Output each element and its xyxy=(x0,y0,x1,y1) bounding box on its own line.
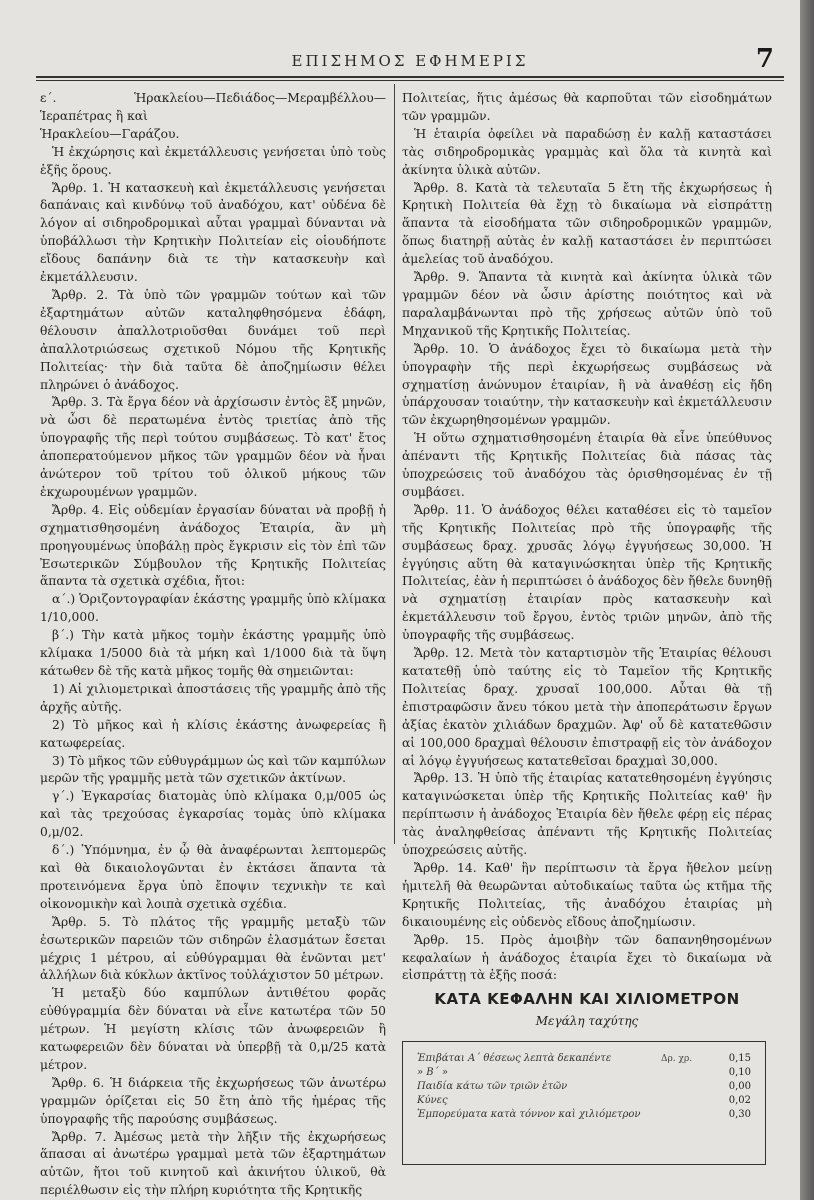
paragraph: ε΄. Ἡρακλείου—Πεδιάδος—Μεραμβέλλου— Ἱεραπέτρας ἢ καὶ xyxy=(40,91,386,123)
right-column xyxy=(402,90,772,1165)
paragraph: Ἄρθρ. 8. Κατὰ τὰ τελευταῖα 5 ἔτη τῆς ἐκχωρήσεως ἡ Κρητικὴ Πολιτεία θὰ ἔχῃ τὸ δικαίωμα νὰ εἰσπράττῃ ἅπαντα τὰ εἰσοδήματα τῶν σιδηροδρομικῶν γραμμῶν, ὅπως διατηρῇ αὐτὰς ἐν καλῇ καταστάσει ἐν περιπτώσει ἀμελείας τοῦ ἀναδόχου. xyxy=(402,180,772,267)
paragraph: Ἡρακλείου—Γαράζου. xyxy=(40,126,180,141)
paragraph: Ἡ μεταξὺ δύο καμπύλων ἀντιθέτου φορᾶς εὐθύγραμμία δὲν δύναται νὰ εἶνε κατωτέρα τῶν 50 μέτρων. Ἡ μεγίστη κλίσις τῶν ἀνωφερειῶν ἢ κατωφερειῶν δὲν δύναται νὰ ὑπερβῇ τὰ 0,μ/25 κατὰ μέτρον. xyxy=(40,986,386,1072)
column-divider xyxy=(394,84,395,844)
paragraph: α΄.) Ὁριζοντογραφίαν ἑκάστης γραμμῆς ὑπὸ κλίμακα 1/10,000. xyxy=(40,592,386,625)
gazette-title: ΕΠΙΣΗΜΟΣ ΕΦΗΜΕΡΙΣ xyxy=(291,52,529,70)
page-spine xyxy=(800,0,814,1200)
fares-table xyxy=(402,1041,766,1165)
left-column xyxy=(40,90,386,1200)
paragraph: 3) Τὸ μῆκος τῶν εὐθυγράμμων ὡς καὶ τῶν καμπύλων μερῶν τῆς γραμμῆς μετὰ τῶν σχετικῶν ἀκτίνων. xyxy=(40,753,386,786)
fare-label: Κύνες xyxy=(417,1095,448,1107)
paragraph: 2) Τὸ μῆκος καὶ ἡ κλίσις ἑκάστης ἀνωφερείας ἢ κατωφερείας. xyxy=(40,717,386,750)
paragraph: Ἄρθρ. 7. Ἀμέσως μετὰ τὴν λῆξιν τῆς ἐκχωρήσεως ἅπασαι αἱ ἀνωτέρω γραμμαὶ μετὰ τῶν ἐξαρτημάτων αὐτῶν, ἤτοι τοῦ κινητοῦ καὶ ἀκινήτου ὑλικοῦ, θὰ περιέλθωσιν εἰς τὴν πλήρη κυριότητα τῆς Κρητικῆς xyxy=(40,1129,386,1198)
fare-value: 0,02 xyxy=(728,1095,751,1107)
paragraph: Ἡ ἑταιρία ὀφείλει νὰ παραδώσῃ ἐν καλῇ καταστάσει τὰς σιδηροδρομικὰς γραμμὰς καὶ ὅλα τὰ κινητὰ καὶ ἀκίνητα ὑλικὰ αὐτῶν. xyxy=(402,126,772,177)
fare-label: » Β΄ » xyxy=(417,1067,448,1079)
table-row xyxy=(417,1108,751,1122)
paragraph: 1) Αἱ χιλιομετρικαὶ ἀποστάσεις τῆς γραμμῆς ἀπὸ τῆς ἀρχῆς αὐτῆς. xyxy=(40,681,386,714)
paragraph: γ΄.) Ἐγκαρσίας διατομὰς ὑπὸ κλίμακα 0,μ/005 ὡς καὶ τὰς τρεχούσας ἐγκαρσίας τομὰς ὑπὸ κλίμακα 0,μ/02. xyxy=(40,789,386,840)
paragraph: Ἄρθρ. 13. Ἡ ὑπὸ τῆς ἑταιρίας κατατεθησομένη ἐγγύησις καταγινώσκεται ὑπὲρ τῆς Κρητικῆς Πολιτείας καθ' ἣν περίπτωσιν ἡ ἀνάδοχος Ἑταιρία δὲν ἤθελε φέρῃ εἰς πέρας τὰς ἀναληφθείσας ἀπέναντι τῆς Κρητικῆς Πολιτείας ὑποχρεώσεις αὐτῆς. xyxy=(402,771,772,858)
header-rule-thin xyxy=(36,80,784,81)
fare-value: 0,10 xyxy=(728,1067,751,1079)
fare-label: Παιδία κάτω τῶν τριῶν ἐτῶν xyxy=(417,1081,568,1093)
paragraph: Ἄρθρ. 3. Τὰ ἔργα δέον νὰ ἀρχίσωσιν ἐντὸς ἓξ μηνῶν, νὰ ὦσι δὲ περατωμένα ἐντὸς τριετίας ἀπὸ τῆς ὑπογραφῆς τῆς περὶ τούτου συμβάσεως. Τὸ κατ' ἔτος ἀποπερατούμενον μῆκος τῶν γραμμῶν δέον νὰ ἦναι ἀνώτερον τοῦ τρίτου τοῦ ὁλικοῦ μήκους τῶν ἐκχωρουμένων γραμμῶν. xyxy=(40,395,386,499)
paragraph: Ἡ ἐκχώρησις καὶ ἐκμετάλλευσις γενήσεται ὑπὸ τοὺς ἑξῆς ὅρους. xyxy=(40,144,386,177)
paragraph: Ἡ οὕτω σχηματισθησομένη ἑταιρία θὰ εἶνε ὑπεύθυνος ἀπέναντι τῆς Κρητικῆς Πολιτείας διὰ πάσας τὰς ὑποχρεώσεις τοῦ ἀναδόχου τὰς ὁρισθησομένας ἐν τῇ συμβάσει. xyxy=(402,431,772,499)
fares-subtitle: Μεγάλη ταχύτης xyxy=(535,1014,639,1029)
paragraph: Ἄρθρ. 2. Τὰ ὑπὸ τῶν γραμμῶν τούτων καὶ τῶν ἐξαρτημάτων αὐτῶν καταληφθησόμενα ἐδάφη, θέλουσιν ἀπαλλοτριοῦσθαι δυνάμει τοῦ περὶ ἀπαλλοτριώσεως σχετικοῦ Νόμου τῆς Κρητικῆς Πολιτείας· τὴν διὰ ταῦτα δὲ ἀποζημίωσιν θέλει πληρώνει ὁ ἀνάδοχος. xyxy=(40,287,386,392)
paragraph: δ΄.) Ὑπόμνημα, ἐν ᾧ θὰ ἀναφέρωνται λεπτομερῶς καὶ θὰ δικαιολογῶνται ἐν ἐκτάσει ἅπαντα τὰ προτεινόμενα ἔργα ὑπὸ ἔποψιν τεχνικὴν τε καὶ οἰκονομικὴν καὶ λοιπὰ σχετικὰ σχέδια. xyxy=(40,843,386,911)
page-number: 7 xyxy=(755,44,774,74)
paragraph: β΄.) Τὴν κατὰ μῆκος τομὴν ἑκάστης γραμμῆς ὑπὸ κλίμακα 1/5000 διὰ τὰ μήκη καὶ 1/1000 διὰ τὰ ὕψη κάτωθεν δὲ τῆς κατὰ μῆκος τομῆς θὰ σημειῶνται: xyxy=(40,628,386,678)
table-row xyxy=(417,1052,751,1066)
table-row xyxy=(417,1066,751,1080)
paragraph: Ἄρθρ. 9. Ἅπαντα τὰ κινητὰ καὶ ἀκίνητα ὑλικὰ τῶν γραμμῶν δέον νὰ ὦσιν ἀρίστης ποιότητος καὶ νὰ παραλαμβάνωνται πρὸ τῆς χρήσεως αὐτῶν ὑπὸ τοῦ Μηχανικοῦ τῆς Κρητικῆς Πολιτείας. xyxy=(402,270,772,338)
table-row xyxy=(417,1094,751,1108)
page-header xyxy=(36,44,784,74)
paragraph: Ἄρθρ. 5. Τὸ πλάτος τῆς γραμμῆς μεταξὺ τῶν ἐσωτερικῶν παρειῶν τῶν σιδηρῶν ἐλασμάτων ἔσεται μέχρις 1 μέτρου, αἱ εὐθύγραμμαι θὰ ἑνῶνται μετ' ἀλλήλων διὰ κύκλων ἀκτῖνος τοὐλάχιστον 50 μέτρων. xyxy=(40,914,386,983)
fares-title: ΚΑΤΑ ΚΕΦΑΛΗΝ ΚΑΙ ΧΙΛΙΟΜΕΤΡΟΝ xyxy=(434,990,740,1009)
paragraph: Πολιτείας, ἥτις ἀμέσως θὰ καρποῦται τῶν εἰσοδημάτων τῶν γραμμῶν. xyxy=(402,91,772,123)
paragraph: Ἄρθρ. 1. Ἡ κατασκευὴ καὶ ἐκμετάλλευσις γενήσεται δαπάναις καὶ κινδύνῳ τοῦ ἀναδόχου, κατ' οὐδένα δὲ λόγον αἱ σιδηροδρομικαὶ αὗται γραμμαὶ δύνανται νὰ ὑποβάλλωσι τὴν Κρητικὴν Πολιτείαν εἰς οἱουδήποτε εἴδους δαπάνην διὰ τε τὴν κατασκευὴν καὶ ἐκμετάλλευσιν. xyxy=(40,180,386,285)
paragraph: Ἄρθρ. 15. Πρὸς ἀμοιβὴν τῶν δαπανηθησομένων κεφαλαίων ἡ ἀνάδοχος ἑταιρία ἔχει τὸ δικαίωμα νὰ εἰσπράττῃ τὰ ἑξῆς ποσά: xyxy=(402,932,772,983)
paragraph: Ἄρθρ. 6. Ἡ διάρκεια τῆς ἐκχωρήσεως τῶν ἀνωτέρω γραμμῶν ὁρίζεται εἰς 50 ἔτη ἀπὸ τῆς ἡμέρας τῆς ὑπογραφῆς τῆς παρούσης συμβάσεως. xyxy=(40,1075,386,1126)
fare-value: 0,30 xyxy=(728,1109,751,1121)
table-row xyxy=(417,1080,751,1094)
paragraph: Ἄρθρ. 4. Εἰς οὐδεμίαν ἐργασίαν δύναται νὰ προβῇ ἡ σχηματισθησομένη ἀνάδοχος Ἑταιρία, ἂν μὴ προηγουμένως ὑποβάλῃ πρὸς ἔγκρισιν εἰς τὸν ἐπὶ τῶν Ἐσωτερικῶν Σύμβουλον τῆς Κρητικῆς Πολιτείας ἅπαντα τὰ σχετικὰ σχέδια, ἤτοι: xyxy=(40,502,386,589)
currency-label: Δρ. χρ. xyxy=(661,1054,693,1065)
fare-value: 0,15 xyxy=(728,1053,751,1065)
fare-value: 0,00 xyxy=(728,1081,751,1093)
fare-label: Ἐμπορεύματα κατὰ τόννον καὶ χιλιόμετρον xyxy=(417,1109,641,1121)
paragraph: Ἄρθρ. 14. Καθ' ἣν περίπτωσιν τὰ ἔργα ἤθελον μείνῃ ἡμιτελῆ θὰ θεωρῶνται αὐτοδικαίως ταῦτα ὡς κτῆμα τῆς Κρητικῆς Πολιτείας, τῆς ἀναδόχου ἑταιρίας μὴ δικαιουμένης εἰς οὐδενὸς εἴδους ἀποζημίωσιν. xyxy=(402,860,772,929)
paragraph: Ἄρθρ. 10. Ὁ ἀνάδοχος ἔχει τὸ δικαίωμα μετὰ τὴν ὑπογραφὴν τῆς περὶ ἐκχωρήσεως συμβάσεως νὰ σχηματίσῃ ἀνώνυμον ἑταιρίαν, ἢ νὰ ἀναθέσῃ εἰς ἤδη ὑπάρχουσαν τοιαύτην, τὴν κατασκευὴν καὶ ἐκμετάλλευσιν τῶν ἐκχωρηθησομένων γραμμῶν. xyxy=(402,341,772,428)
fare-label: Ἐπιβάται Α΄ θέσεως λεπτὰ δεκαπέντε xyxy=(417,1053,612,1065)
paragraph: Ἄρθρ. 11. Ὁ ἀνάδοχος θέλει καταθέσει εἰς τὸ ταμεῖον τῆς Κρητικῆς Πολιτείας πρὸ τῆς ὑπογραφῆς τῆς συμβάσεως δραχ. χρυσᾶς λόγῳ ἐγγυήσεως 30,000. Ἡ ἐγγύησις αὕτη θὰ καταγινώσκηται ὑπὲρ τῆς Κρητικῆς Πολιτείας, ἐὰν ἡ περιπτώσει ὁ ἀνάδοχος δὲν ἤθελε δυνηθῇ νὰ σχηματίσῃ ἑταιρίαν πρὸς κατασκευὴν καὶ ἐκμετάλλευσιν τοῦ ἔργου, ἐντὸς τριῶν μηνῶν, ἀπὸ τῆς ὑπογραφῆς τῆς συμβάσεως. xyxy=(402,502,772,643)
paragraph: Ἄρθρ. 12. Μετὰ τὸν καταρτισμὸν τῆς Ἑταιρίας θέλουσι κατατεθῇ ὑπὸ ταύτης εἰς τὸ Ταμεῖον τῆς Κρητικῆς Πολιτείας δραχ. χρυσαῖ 100,000. Αὗται θὰ τῇ ἐπιστραφῶσιν ἄνευ τόκου μετὰ τὴν ἀποπεράτωσιν ἔργων ἀξίας ἑκατὸν χιλιάδων δραχμῶν. Ἀφ' οὗ δὲ κατατεθῶσιν αἱ 100,000 δραχμαὶ θέλουσιν ἐπιστραφῇ εἰς τὸν ἀνάδοχον αἱ λόγῳ ἐγγυήσεως κατατεθεῖσαι δραχμαὶ 30,000. xyxy=(402,646,772,768)
header-rule-thick xyxy=(36,76,784,78)
